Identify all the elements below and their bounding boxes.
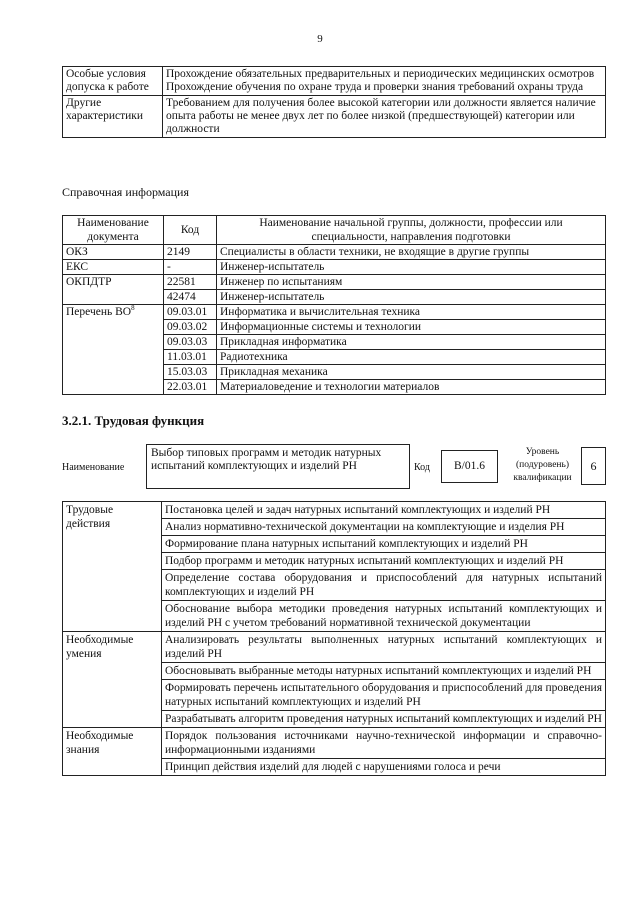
row-line: Требованием для получения более высокой категории или должности является наличие опыта работы не менее двух лет по более низкой (предшествующей) категории или должности <box>166 97 596 135</box>
code-cell: 09.03.01 <box>164 305 217 320</box>
table-row <box>63 260 606 275</box>
doc-cell: ОКЗ <box>63 245 164 260</box>
row-content <box>163 96 606 138</box>
row-line: Прохождение обучения по охране труда и проверки знания требований охраны труда <box>166 81 584 93</box>
function-code-value: B/01.6 <box>454 460 485 472</box>
footnote-mark: 8 <box>131 304 135 313</box>
row-line: Прохождение обязательных предварительных и периодических медицинских осмотров <box>166 68 595 80</box>
doc-cell: ЕКС <box>63 260 164 275</box>
list-item: Анализ нормативно-технической документации на комплектующие и изделия РН <box>162 519 606 536</box>
level-label: Уровень (подуровень) квалификации <box>513 447 572 483</box>
name-cell: Прикладная информатика <box>217 335 606 350</box>
doc-cell: ОКПДТР <box>63 275 164 305</box>
section-label: Трудовые действия <box>63 502 162 632</box>
name-cell: Инженер по испытаниям <box>217 275 606 290</box>
conditions-table <box>62 66 606 138</box>
level-value: 6 <box>590 459 597 473</box>
name-cell: Информационные системы и технологии <box>217 320 606 335</box>
table-row <box>63 67 606 96</box>
code-cell: - <box>164 260 217 275</box>
code-label: Код <box>414 462 430 473</box>
doc-name: Перечень ВО <box>66 306 132 318</box>
column-header: Наименование начальной группы, должности, профессии или специальности, направления подготовки <box>217 216 606 245</box>
list-item: Порядок пользования источниками научно-технической информации и справочно-информационными изданиями <box>162 728 606 759</box>
function-table <box>62 501 606 776</box>
column-header: Код <box>164 216 217 245</box>
name-cell: Прикладная механика <box>217 365 606 380</box>
list-item: Формирование плана натурных испытаний комплектующих и изделий РН <box>162 536 606 553</box>
name-label: Наименование <box>62 462 125 473</box>
list-item: Разрабатывать алгоритм проведения натурных испытаний комплектующих и изделий РН <box>162 711 606 728</box>
table-row <box>63 728 606 759</box>
list-item: Анализировать результаты выполненных натурных испытаний комплектующих и изделий РН <box>162 632 606 663</box>
table-row <box>63 275 606 290</box>
code-cell: 09.03.02 <box>164 320 217 335</box>
row-label: Другие характеристики <box>63 96 163 138</box>
level-box <box>581 447 606 485</box>
table-row <box>63 96 606 138</box>
function-title: 3.2.1. Трудовая функция <box>62 413 205 428</box>
function-name-box <box>146 444 410 489</box>
list-item: Обосновывать выбранные методы натурных испытаний комплектующих и изделий РН <box>162 663 606 680</box>
page-number: 9 <box>317 33 323 45</box>
table-row <box>63 305 606 320</box>
row-content <box>163 67 606 96</box>
code-cell: 11.03.01 <box>164 350 217 365</box>
name-cell: Инженер-испытатель <box>217 260 606 275</box>
list-item: Постановка целей и задач натурных испытаний комплектующих и изделий РН <box>162 502 606 519</box>
code-cell: 22581 <box>164 275 217 290</box>
section-label: Необходимые умения <box>63 632 162 728</box>
row-label: Особые условия допуска к работе <box>63 67 163 96</box>
code-cell: 22.03.01 <box>164 380 217 395</box>
list-item: Определение состава оборудования и приспособлений для натурных испытаний комплектующих и изделий РН <box>162 570 606 601</box>
function-name-value: Выбор типовых программ и методик натурных испытаний комплектующих и изделий РН <box>151 447 382 472</box>
list-item: Обоснование выбора методики проведения натурных испытаний комплектующих и изделий РН с учетом требований нормативной технической документации <box>162 601 606 632</box>
section-title: Справочная информация <box>62 185 189 199</box>
function-code-box <box>441 450 498 483</box>
name-cell: Радиотехника <box>217 350 606 365</box>
reference-table <box>62 215 606 395</box>
code-cell: 15.03.03 <box>164 365 217 380</box>
section-label: Необходимые знания <box>63 728 162 776</box>
name-cell: Инженер-испытатель <box>217 290 606 305</box>
table-row <box>63 632 606 663</box>
table-header-row <box>63 216 606 245</box>
table-row <box>63 245 606 260</box>
code-cell: 42474 <box>164 290 217 305</box>
table-row <box>63 502 606 519</box>
name-cell: Специалисты в области техники, не входящие в другие группы <box>217 245 606 260</box>
column-header: Наименование документа <box>63 216 164 245</box>
doc-cell <box>63 305 164 395</box>
list-item: Подбор программ и методик натурных испытаний комплектующих и изделий РН <box>162 553 606 570</box>
list-item: Принцип действия изделий для людей с нарушениями голоса и речи <box>162 759 606 776</box>
name-cell: Информатика и вычислительная техника <box>217 305 606 320</box>
code-cell: 09.03.03 <box>164 335 217 350</box>
list-item: Формировать перечень испытательного оборудования и приспособлений для проведения натурных испытаний комплектующих и изделий РН <box>162 680 606 711</box>
name-cell: Материаловедение и технологии материалов <box>217 380 606 395</box>
code-cell: 2149 <box>164 245 217 260</box>
